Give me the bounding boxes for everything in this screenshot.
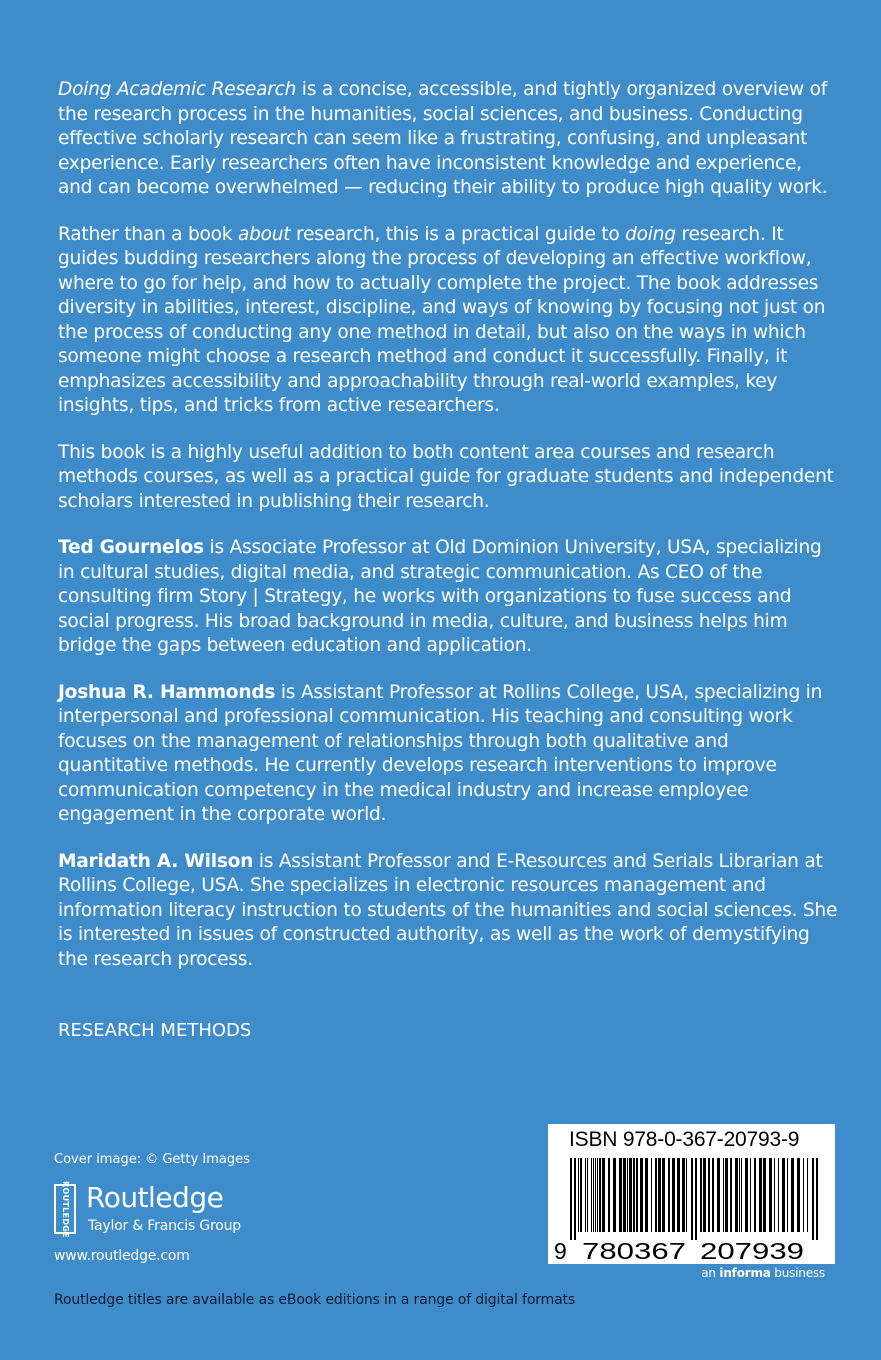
barcode-bar [695,1158,697,1240]
barcode-bar [791,1158,794,1232]
barcode-bar [730,1158,732,1232]
author-name: Joshua R. Hammonds [58,681,276,703]
barcode-bar [668,1158,670,1232]
barcode-bar [759,1158,762,1232]
author-bio-2 [58,681,838,828]
barcode-bar [591,1158,592,1232]
publisher-website: www.routledge.com [54,1248,190,1264]
barcode-first-digit: 9 [554,1238,567,1264]
routledge-mark-icon [54,1180,76,1238]
barcode-bar [629,1158,632,1232]
barcode-bar [812,1158,814,1240]
barcode-bar [787,1158,788,1232]
informa-brand: informa [719,1266,771,1280]
isbn-label: ISBN 978-0-367-20793-9 [569,1128,800,1151]
barcode-bar [700,1158,702,1232]
barcode-graphic [548,1124,835,1264]
description-text: research, this is a practical guide to [290,223,626,245]
barcode-bar [745,1158,748,1232]
barcode-bar [623,1158,626,1232]
barcode-bar [803,1158,804,1232]
barcode-bar [725,1158,728,1232]
barcode-bar [691,1158,693,1240]
barcode-bar [712,1158,714,1232]
barcode-bar [636,1158,638,1232]
publisher-mark-text: ROUTLEDGE [60,1180,70,1238]
barcode-bar [645,1158,648,1232]
isbn-barcode [548,1124,835,1264]
barcode-bar [580,1158,582,1232]
author-bio-1 [58,536,838,659]
informa-suffix: business [770,1266,825,1280]
barcode-bar [682,1158,685,1232]
barcode-bar [640,1158,643,1232]
ebook-note: Routledge titles are available as eBook editions in a range of digital formats [54,1292,576,1308]
barcode-bar [735,1158,738,1232]
barcode-bar [723,1158,724,1232]
barcode-bar [677,1158,680,1232]
barcode-bar [662,1158,665,1232]
barcode-bar [754,1158,756,1232]
barcode-bar [593,1158,594,1232]
barcode-bar [602,1158,605,1232]
barcode-bar [782,1158,785,1232]
barcode-bar [595,1158,596,1232]
barcode-bar [587,1158,588,1232]
barcode-bar [741,1158,742,1232]
informa-prefix: an [701,1266,720,1280]
barcode-bar [655,1158,657,1232]
description-text: This book is a highly useful addition to both content area courses and research methods courses, as well as a practical guide for graduate students and independent scholars interested in publishing their research. [58,441,834,512]
blurb [58,78,838,994]
barcode-bar [686,1158,687,1232]
barcode-bar [599,1158,601,1232]
barcode-bar [608,1158,610,1232]
description-text: Rather than a book [58,223,238,245]
description-text: is a concise, accessible, and tightly organized overview of the research process in the humanities, social sciences, and business. Conducting effective scholarly research can seem like a frustrating, confusing, and unpleasant experience. Early researchers often have inconsistent knowledge and experience, and can become overwhelmed — reducing their ability to produce high quality work. [58,79,828,198]
barcode-bar [570,1158,572,1240]
barcode-bar [672,1158,675,1232]
barcode-bar [774,1158,775,1232]
barcode-bar [797,1158,800,1232]
publisher-name: Routledge [86,1181,224,1214]
cover-credit: Cover image: © Getty Images [54,1152,250,1167]
description-paragraph-2 [58,223,838,419]
barcode-bar [651,1158,652,1232]
barcode-bars [570,1158,818,1240]
description-paragraph-3 [58,441,838,515]
author-bio-text: is Assistant Professor at Rollins College, USA, specializing in interpersonal and professional communication. His teaching and consulting work focuses on the management of relationships through both qualitative and quantitative methods. He currently develops research interventions to improve communication competency in the medical industry and increase employee engagement in the corporate world. [58,681,823,825]
subject-category: RESEARCH METHODS [58,1020,252,1041]
author-bio-text: is Associate Professor at Old Dominion University, USA, specializing in cultural studies, digital media, and strategic communication. As CEO of the consulting firm Story | Strategy, he works with organizations to fuse success and social progress. His broad background in media, culture, and business helps him bridge the gaps between education and application. [58,537,822,656]
barcode-bar [619,1158,622,1232]
barcode-bar [708,1158,710,1232]
informa-tagline [701,1266,825,1280]
barcode-bar [597,1158,598,1232]
barcode-right-digits: 207939 [700,1238,804,1264]
author-bio-text: is Assistant Professor and E-Resources and Serials Librarian at Rollins College, USA. She specializes in electronic resources management and information literacy instruction to students of the humanities and social sciences. She is interested in issues of constructed authority, as well as the work of demystifying the research process. [58,850,838,970]
barcode-bar [658,1158,661,1232]
barcode-bar [703,1158,706,1232]
book-title: Doing Academic Research [58,79,297,100]
publisher-group: Taylor & Francis Group [88,1218,241,1234]
barcode-bar [585,1158,586,1232]
description-text: research. It guides budding researchers along the process of developing an effective workflow, where to go for help, and how to actually complete the project. The book addresses diversity in abilities, interest, discipline, and ways of knowing by focusing not just on the process of conducting any one method in detail, but also on the ways in which someone might choose a research method and conduct it successfully. Finally, it emphasizes accessibility and approachability through real-world examples, key insights, tips, and tricks from active researchers. [58,223,826,416]
barcode-bar [613,1158,616,1232]
author-bio-3 [58,850,838,973]
barcode-bar [750,1158,751,1232]
barcode-bar [816,1158,818,1240]
barcode-left-digits: 780367 [582,1238,686,1264]
barcode-bar [574,1158,576,1240]
barcode-bar [578,1158,579,1232]
emphasis-about: about [237,223,291,245]
description-paragraph-1 [58,78,838,201]
barcode-bar [633,1158,635,1232]
barcode-bar [807,1158,808,1232]
barcode-bar [769,1158,772,1232]
emphasis-doing: doing [625,223,676,245]
barcode-bar [739,1158,740,1232]
author-name: Ted Gournelos [58,537,204,558]
barcode-bar [627,1158,628,1232]
publisher-logo [54,1182,314,1242]
barcode-bar [717,1158,720,1232]
author-name: Maridath A. Wilson [58,850,254,872]
barcode-bar [778,1158,779,1232]
barcode-bar [763,1158,766,1232]
